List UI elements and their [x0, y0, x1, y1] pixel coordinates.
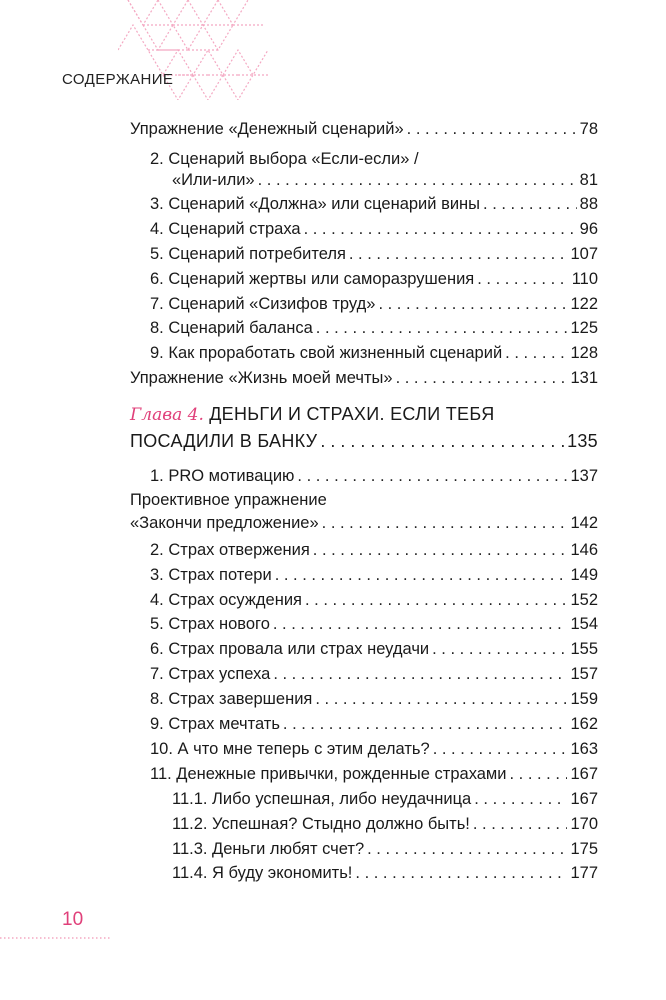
toc-entry	[130, 367, 598, 389]
toc-entry-page: 157	[570, 665, 598, 683]
leader-dots	[258, 169, 577, 191]
toc-entry-title: 11.2. Успешная? Стыдно должно быть!	[172, 815, 470, 833]
toc-entry	[150, 613, 598, 635]
toc-entry	[150, 738, 598, 760]
toc-entry-page: 170	[570, 815, 598, 833]
leader-dots	[304, 218, 577, 240]
leader-dots	[378, 293, 567, 315]
leader-dots	[407, 118, 577, 140]
toc-entry-page: 154	[570, 615, 598, 633]
toc-entry-page: 159	[570, 690, 598, 708]
toc-entry-title: 5. Сценарий потребителя	[150, 245, 346, 263]
toc-entry	[150, 243, 598, 265]
toc-entry-title: 1. PRO мотивацию	[150, 467, 295, 485]
leader-dots	[432, 638, 567, 660]
toc-entry-title: 3. Сценарий «Должна» или сценарий вины	[150, 195, 481, 213]
toc-entry	[150, 317, 598, 339]
leader-dots	[483, 193, 577, 215]
chapter-label: Глава 4.	[130, 405, 204, 425]
leader-dots	[305, 589, 567, 611]
toc-entry-page: 146	[570, 541, 598, 559]
toc-entry-title: 6. Страх провала или страх неудачи	[150, 640, 430, 658]
leader-dots	[367, 838, 567, 860]
chapter-heading	[130, 402, 495, 427]
toc-entry-page: 81	[579, 171, 598, 189]
toc-entry-title: Упражнение «Жизнь моей мечты»	[130, 369, 393, 387]
toc-entry-title: 9. Страх мечтать	[150, 715, 280, 733]
toc-entry	[130, 118, 598, 140]
toc-entry-page: 162	[570, 715, 598, 733]
chapter-title-line1: ДЕНЬГИ И СТРАХИ. ЕСЛИ ТЕБЯ	[209, 404, 495, 424]
leader-dots	[297, 465, 567, 487]
toc-entry-title: 4. Сценарий страха	[150, 220, 301, 238]
toc-entry-page: 78	[579, 120, 598, 138]
toc-entry	[150, 688, 598, 710]
leader-dots	[473, 813, 568, 835]
toc-entry	[150, 713, 598, 735]
toc-entry-page: 142	[570, 514, 598, 532]
chapter-entry	[130, 430, 598, 452]
toc-entry	[150, 638, 598, 660]
toc-entry-page: 131	[570, 369, 598, 387]
leader-dots	[349, 243, 568, 265]
toc-entry-title: 2. Сценарий выбора «Если-если» /	[150, 150, 419, 168]
running-header: СОДЕРЖАНИЕ	[62, 71, 174, 88]
toc-entry-page: 175	[570, 840, 598, 858]
toc-entry-page: 177	[570, 864, 598, 882]
toc-entry-page: 88	[579, 195, 598, 213]
toc-entry-page: 167	[570, 765, 598, 783]
leader-dots	[283, 713, 568, 735]
leader-dots	[433, 738, 568, 760]
toc-entry	[172, 862, 598, 884]
toc-entry	[150, 148, 419, 170]
toc-entry	[150, 589, 598, 611]
toc-entry-title: 3. Страх потери	[150, 566, 272, 584]
leader-dots	[510, 763, 568, 785]
toc-entry-title: 6. Сценарий жертвы или саморазрушения	[150, 270, 475, 288]
leader-dots	[505, 342, 567, 364]
leader-dots	[477, 268, 568, 290]
toc-entry-page: 152	[570, 591, 598, 609]
toc-entry-title: Проективное упражнение	[130, 491, 327, 509]
toc-entry	[150, 193, 598, 215]
toc-entry-title: 7. Сценарий «Сизифов труд»	[150, 295, 376, 313]
toc-entry	[150, 465, 598, 487]
toc-entry	[150, 763, 598, 785]
leader-dots	[316, 317, 568, 339]
toc-entry-page: 155	[570, 640, 598, 658]
toc-entry-title: «Или-или»	[172, 171, 255, 189]
toc-entry	[172, 813, 598, 835]
chapter-title-line2: ПОСАДИЛИ В БАНКУ	[130, 431, 318, 451]
leader-dots	[273, 663, 567, 685]
toc-entry	[172, 788, 598, 810]
toc-entry-title: 11. Денежные привычки, рожденные страхами	[150, 765, 507, 783]
toc-entry-title: 9. Как проработать свой жизненный сценарий	[150, 344, 503, 362]
toc-entry-title: «Закончи предложение»	[130, 514, 319, 532]
toc-entry	[150, 663, 598, 685]
toc-entry-page: 163	[570, 740, 598, 758]
toc-entry	[150, 293, 598, 315]
leader-dots	[322, 512, 568, 534]
toc-entry-title: 10. А что мне теперь с этим делать?	[150, 740, 430, 758]
toc-entry-title: 11.3. Деньги любят счет?	[172, 840, 365, 858]
toc-entry-page: 110	[571, 270, 598, 288]
toc-entry	[130, 512, 598, 534]
toc-entry	[172, 169, 598, 191]
toc-entry-page: 122	[570, 295, 598, 313]
toc-entry	[130, 489, 327, 511]
toc-entry-title: 8. Страх завершения	[150, 690, 313, 708]
leader-dots	[273, 613, 568, 635]
leader-dots	[396, 367, 568, 389]
toc-entry-page: 125	[570, 319, 598, 337]
toc-entry-page: 167	[570, 790, 598, 808]
leader-dots	[320, 430, 564, 452]
leader-dots	[474, 788, 567, 810]
toc-entry-page: 107	[570, 245, 598, 263]
toc-entry-page: 135	[567, 431, 598, 451]
toc-entry	[150, 564, 598, 586]
toc-entry-title: 8. Сценарий баланса	[150, 319, 313, 337]
toc-entry	[150, 539, 598, 561]
toc-entry	[150, 342, 598, 364]
leader-dots	[313, 539, 568, 561]
toc-entry-page: 128	[570, 344, 598, 362]
footer-dotted-rule	[0, 936, 115, 940]
toc-entry-page: 149	[570, 566, 598, 584]
toc-entry-title: 5. Страх нового	[150, 615, 270, 633]
toc-entry	[150, 268, 598, 290]
toc-entry	[172, 838, 598, 860]
toc-entry-page: 96	[579, 220, 598, 238]
toc-entry-title: 11.1. Либо успешная, либо неудачница	[172, 790, 472, 808]
toc-entry-page: 137	[570, 467, 598, 485]
leader-dots	[355, 862, 567, 884]
leader-dots	[315, 688, 567, 710]
toc-entry-title: 2. Страх отвержения	[150, 541, 310, 559]
page-number: 10	[62, 909, 84, 930]
toc-entry-title: Упражнение «Денежный сценарий»	[130, 120, 404, 138]
toc-entry-title: 11.4. Я буду экономить!	[172, 864, 353, 882]
toc-entry-title: 7. Страх успеха	[150, 665, 271, 683]
toc-entry	[150, 218, 598, 240]
leader-dots	[275, 564, 568, 586]
toc-entry-title: 4. Страх осуждения	[150, 591, 302, 609]
